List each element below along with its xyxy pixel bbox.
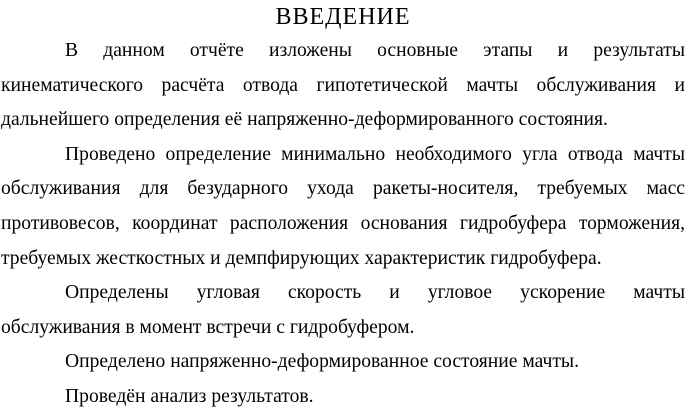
text-line: Проведено определение минимально необходимого угла отвода мачты xyxy=(65,143,685,165)
text-line: Определено напряженно-деформированное состояние мачты. xyxy=(65,351,579,373)
text-line: Проведён анализ результатов. xyxy=(65,385,314,407)
text-line: дальнейшего определения её напряженно-деформированного состояния. xyxy=(1,109,608,131)
text-line: противовесов, координат расположения основания гидробуфера торможения, xyxy=(1,212,685,234)
text-line: кинематического расчёта отвода гипотетической мачты обслуживания и xyxy=(1,74,685,96)
text-line: В данном отчёте изложены основные этапы и результаты xyxy=(65,40,685,61)
paragraph-stress-state xyxy=(1,345,685,380)
paragraph-velocity xyxy=(1,276,685,345)
text-line: обслуживания для безударного ухода ракеты-носителя, требуемых масс xyxy=(1,178,685,200)
text-line: требуемых жесткостных и демпфирующих характеристик гидробуфера. xyxy=(1,247,602,269)
paragraph-analysis xyxy=(1,380,685,415)
paragraph-angle-determination xyxy=(1,138,685,276)
text-line: обслуживания в момент встречи с гидробуфером. xyxy=(1,316,415,338)
text-line: Определены угловая скорость и угловое ускорение мачты xyxy=(65,282,685,304)
document-title: ВВЕДЕНИЕ xyxy=(275,4,411,30)
paragraph-intro xyxy=(1,34,685,138)
